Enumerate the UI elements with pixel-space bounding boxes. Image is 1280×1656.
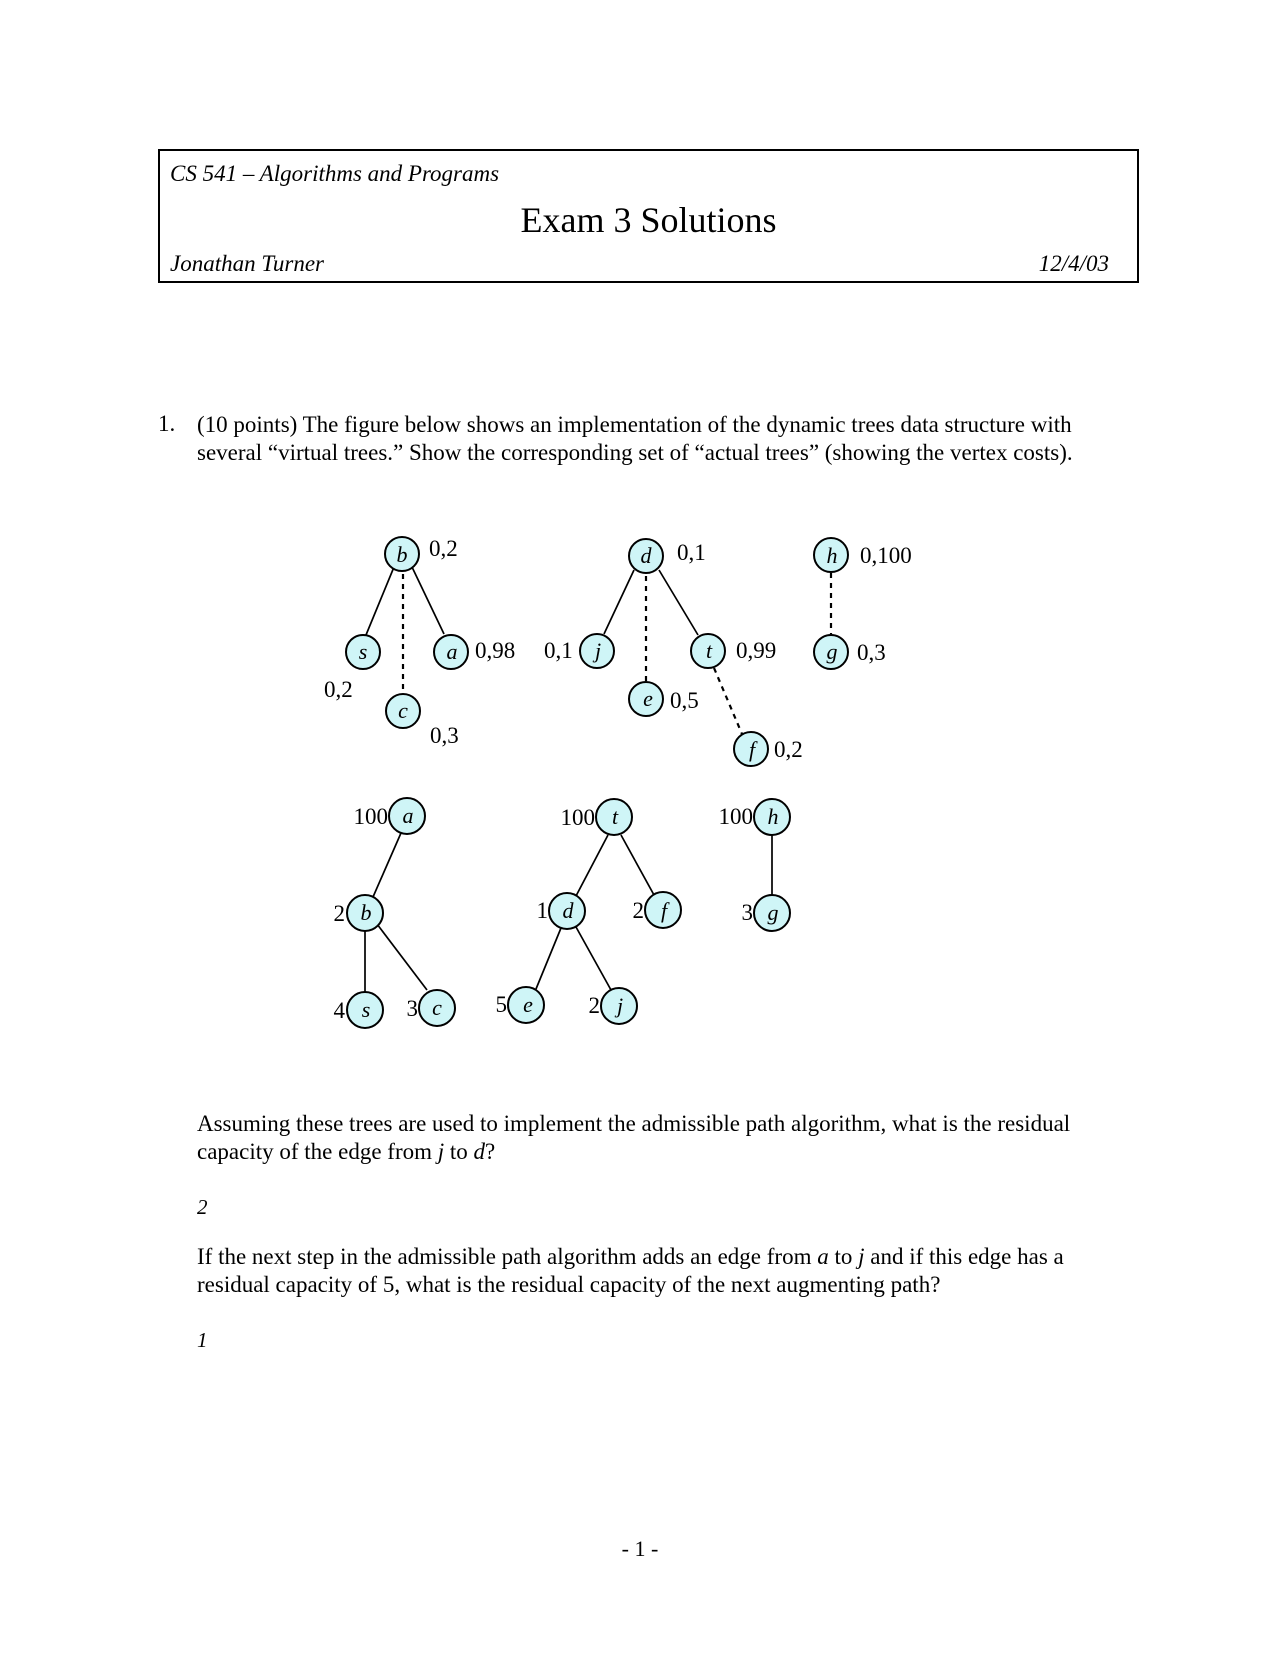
edge-d-j (604, 570, 634, 634)
svg-text:b: b (360, 900, 372, 925)
label-a-virtual: 0,98 (475, 638, 516, 663)
svg-text:t: t (705, 638, 713, 663)
author-name: Jonathan Turner (170, 251, 324, 276)
edge-b-s (366, 567, 394, 635)
label-s-actual: 4 (333, 998, 345, 1023)
node-t (691, 634, 725, 668)
label-b-virtual: 0,2 (429, 536, 458, 561)
exam-date: 12/4/03 (1038, 251, 1109, 276)
edge-t-f-actual (621, 835, 654, 895)
node-j-actual (601, 988, 637, 1024)
svg-text:e: e (643, 686, 653, 711)
node-j (580, 634, 614, 668)
label-a-actual: 100 (353, 804, 388, 829)
svg-text:a: a (402, 803, 414, 828)
part-b-answer: 1 (197, 1328, 208, 1352)
node-d-actual (549, 893, 585, 929)
label-e-virtual: 0,5 (670, 688, 699, 713)
label-c-actual: 3 (406, 996, 418, 1021)
edge-t-f (714, 668, 742, 734)
label-j-actual: 2 (588, 993, 600, 1018)
edge-b-c-actual (377, 924, 427, 990)
edge-d-t (659, 570, 698, 635)
svg-text:j: j (616, 993, 624, 1018)
part-a-question: Assuming these trees are used to implement the admissible path algorithm, what is the residual capacity of the edge from j to d? (197, 1111, 1071, 1164)
node-e (629, 682, 663, 716)
svg-text:b: b (396, 542, 408, 567)
svg-text:c: c (398, 698, 408, 723)
svg-text:j: j (594, 638, 602, 663)
course-title: CS 541 – Algorithms and Programs (170, 161, 500, 186)
node-t-actual (596, 799, 632, 835)
label-b-actual: 2 (333, 901, 345, 926)
svg-text:e: e (523, 992, 533, 1017)
node-s-actual (347, 992, 383, 1028)
svg-text:s: s (361, 997, 371, 1022)
label-j-virtual: 0,1 (544, 638, 573, 663)
question-text: (10 points) The figure below shows an implementation of the dynamic trees data structure with several “virtual trees.” Show the corresponding set of “actual trees” (showing the vertex costs). (197, 412, 1073, 465)
label-g-actual: 3 (741, 900, 753, 925)
node-a (434, 635, 468, 669)
svg-text:h: h (826, 543, 838, 568)
virtual-trees (324, 536, 912, 766)
node-h (814, 538, 848, 572)
label-e-actual: 5 (495, 992, 507, 1017)
node-c (386, 694, 420, 728)
edge-b-a (412, 567, 444, 634)
node-g (814, 635, 848, 669)
node-d (629, 539, 663, 573)
svg-text:g: g (767, 900, 779, 925)
actual-trees (334, 798, 791, 1028)
node-b-actual (347, 895, 383, 931)
part-b-question: If the next step in the admissible path algorithm adds an edge from a to j and if this edge has a residual capacity of 5, what is the residual capacity of the next augmenting path? (197, 1244, 1064, 1297)
node-e-actual (508, 987, 544, 1023)
question-number: 1. (158, 411, 176, 436)
edge-d-e-actual (536, 928, 561, 989)
label-h-virtual: 0,100 (860, 543, 912, 568)
svg-text:h: h (767, 804, 779, 829)
label-d-virtual: 0,1 (677, 540, 706, 565)
svg-text:d: d (640, 543, 652, 568)
svg-text:c: c (432, 995, 442, 1020)
label-t-actual: 100 (560, 805, 595, 830)
svg-text:t: t (611, 804, 619, 829)
edge-a-b (373, 833, 401, 897)
node-f-actual (645, 892, 681, 928)
svg-text:d: d (562, 898, 574, 923)
svg-text:f: f (660, 898, 668, 923)
part-a-answer: 2 (197, 1195, 208, 1219)
edge-t-d (576, 835, 608, 896)
svg-text:f: f (748, 737, 756, 762)
label-h-actual: 100 (718, 804, 753, 829)
label-s-virtual: 0,2 (324, 677, 353, 702)
node-h-actual (754, 799, 790, 835)
node-c-actual (419, 990, 455, 1026)
label-g-virtual: 0,3 (857, 640, 886, 665)
svg-text:a: a (446, 639, 458, 664)
label-c-virtual: 0,3 (430, 723, 459, 748)
label-t-virtual: 0,99 (736, 638, 777, 663)
edge-d-j-actual (576, 927, 611, 990)
page-number: - 1 - (621, 1536, 659, 1561)
node-a-actual (389, 798, 425, 834)
svg-text:s: s (358, 639, 368, 664)
label-f-virtual: 0,2 (774, 737, 803, 762)
node-b (385, 537, 419, 571)
node-g-actual (754, 895, 790, 931)
label-d-actual: 1 (536, 898, 548, 923)
node-s (346, 635, 380, 669)
svg-text:g: g (826, 639, 838, 664)
label-f-actual: 2 (632, 898, 644, 923)
exam-title: Exam 3 Solutions (520, 200, 777, 240)
node-f (734, 732, 768, 766)
